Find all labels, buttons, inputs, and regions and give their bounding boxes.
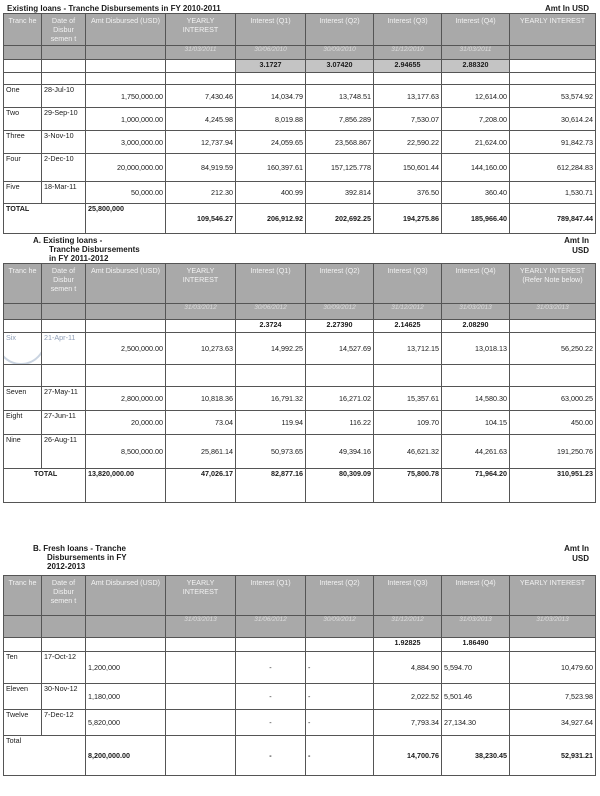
table-row: Five 18-Mar-11 50,000.00 212.30 400.99 392.814 376.50 360.40 1,530.71 [4,182,596,204]
date-cell: 31/03/2011 [442,46,510,60]
header-row [4,576,596,616]
col-amount: Amt Disbursed (USD) [86,14,166,46]
col-q2: Interest (Q2) [306,264,374,304]
stamp-seal [4,333,42,365]
table-row: Two 29-Sep-10 1,000,000.00 4,245.98 8,019.88 7,856.289 7,530.07 7,208.00 30,614.24 [4,108,596,131]
date-cell: 31/12/2012 [374,616,442,638]
table-row: Ten 17-Oct-12 1,200,000 - - 4,884.90 5,594.70 10,479.60 [4,652,596,684]
date-cell: 31/03/2013 [510,304,596,320]
date-cell: 31/12/2012 [374,304,442,320]
table-row: One 28-Jul-10 1,750,000.00 7,430.46 14,034.79 13,748.51 13,177.63 12,614.00 53,574.92 [4,85,596,108]
rate-cell: 2.27390 [306,320,374,333]
tranche-table-2010-2011 [3,13,596,234]
rate-cell: 3.07420 [306,60,374,73]
col-q2: Interest (Q2) [306,576,374,616]
col-q2: Interest (Q2) [306,14,374,46]
col-tranche: Tranc he [4,14,42,46]
rate-cell: 3.1727 [236,60,306,73]
col-q3: Interest (Q3) [374,576,442,616]
col-amount: Amt Disbursed (USD) [86,264,166,304]
col-yearly-total: YEARLY INTEREST [510,576,596,616]
date-cell: 31/12/2010 [374,46,442,60]
section-title: A. Existing loans - Tranche Disbursements in FY 2011-2012 [33,236,140,263]
table-row: Eleven 30-Nov-12 1,180,000 - - 2,022.52 5,501.46 7,523.98 [4,684,596,710]
table-row: Seven 27-May-11 2,800,000.00 10,818.36 16,791.32 16,271.02 15,357.61 14,580.30 63,000.25 [4,387,596,411]
col-q4: Interest (Q4) [442,576,510,616]
header-row [4,14,596,46]
date-cell: 30/09/2012 [306,304,374,320]
rate-cell: 2.94655 [374,60,442,73]
section-fy-2012-2013 [3,544,595,794]
col-q4: Interest (Q4) [442,264,510,304]
date-cell: 30/06/2010 [236,46,306,60]
date-cell: 31/06/2012 [236,616,306,638]
date-row [4,46,596,60]
col-q1: Interest (Q1) [236,576,306,616]
col-yearly: YEARLY INTEREST [166,264,236,304]
rate-cell: 2.3724 [236,320,306,333]
section-title: B. Fresh loans - Tranche Disbursements in FY 2012-2013 [33,544,127,571]
table-row: Four 2-Dec-10 20,000,000.00 84,919.59 160,397.61 157,125.778 150,601.44 144,160.00 612,284.83 [4,154,596,182]
total-row: Total 8,200,000.00 - - 14,700.76 38,230.45 52,931.21 [4,736,596,776]
date-row [4,304,596,320]
col-q3: Interest (Q3) [374,14,442,46]
table-row: Three 3-Nov-10 3,000,000.00 12,737.94 24,059.65 23,568.867 22,590.22 21,624.00 91,842.73 [4,131,596,154]
date-cell: 30/06/2012 [236,304,306,320]
col-amount: Amt Disbursed (USD) [86,576,166,616]
table-row: Eight 27-Jun-11 20,000.00 73.04 119.94 116.22 109.70 104.15 450.00 [4,411,596,435]
rate-cell: 2.88320 [442,60,510,73]
section-fy-2010-2011 [3,2,595,224]
col-date: Date of Disbur semen t [42,576,86,616]
total-row: TOTAL 13,820,000.00 47,026.17 82,877.16 80,309.09 75,800.78 71,964.20 310,951.23 [4,469,596,503]
date-row [4,616,596,638]
table-row: Twelve 7-Dec-12 5,820,000 - - 7,793.34 27,134.30 34,927.64 [4,710,596,736]
date-cell: 31/03/2011 [166,46,236,60]
col-yearly: YEARLY INTEREST [166,576,236,616]
date-cell: 30/09/2012 [306,616,374,638]
date-cell: 31/03/2013 [510,616,596,638]
tranche-table-2011-2012 [3,263,596,503]
section-title: Existing loans - Tranche Disbursements in FY 2010-2011 [7,4,221,13]
total-row: TOTAL 25,800,000 109,546.27 206,912.92 202,692.25 194,275.86 185,966.40 789,847.44 [4,204,596,234]
date-cell: 31/03/2013 [442,304,510,320]
rate-row [4,60,596,73]
amount-unit: Amt In USD [545,4,589,13]
col-q1: Interest (Q1) [236,14,306,46]
col-yearly-total: YEARLY INTEREST [510,14,596,46]
col-date: Date of Disbur semen t [42,264,86,304]
rate-cell: 2.08290 [442,320,510,333]
rate-cell: 2.14625 [374,320,442,333]
header-row [4,264,596,304]
date-cell: 31/03/2012 [166,304,236,320]
section-fy-2011-2012 [3,236,595,522]
table-row: Six 21-Apr-11 2,500,000.00 10,273.63 14,992.25 14,527.69 13,712.15 13,018.13 56,250.22 [4,333,596,365]
col-yearly-total: YEARLY INTEREST (Refer Note below) [510,264,596,304]
date-cell: 30/09/2010 [306,46,374,60]
rate-cell: 1.92825 [374,638,442,652]
col-q3: Interest (Q3) [374,264,442,304]
date-cell: 31/03/2013 [166,616,236,638]
col-date: Date of Disbur semen t [42,14,86,46]
table-row: Nine 26-Aug-11 8,500,000.00 25,861.14 50,973.65 49,394.16 46,621.32 44,261.63 191,250.76 [4,435,596,469]
col-tranche: Tranc he [4,576,42,616]
amount-unit: Amt In USD [564,544,589,563]
rate-row [4,320,596,333]
rate-row [4,638,596,652]
col-tranche: Tranc he [4,264,42,304]
col-yearly: YEARLY INTEREST [166,14,236,46]
date-cell: 31/03/2013 [442,616,510,638]
col-q4: Interest (Q4) [442,14,510,46]
col-q1: Interest (Q1) [236,264,306,304]
amount-unit: Amt In USD [564,236,589,255]
tranche-table-2012-2013 [3,575,596,776]
rate-cell: 1.86490 [442,638,510,652]
